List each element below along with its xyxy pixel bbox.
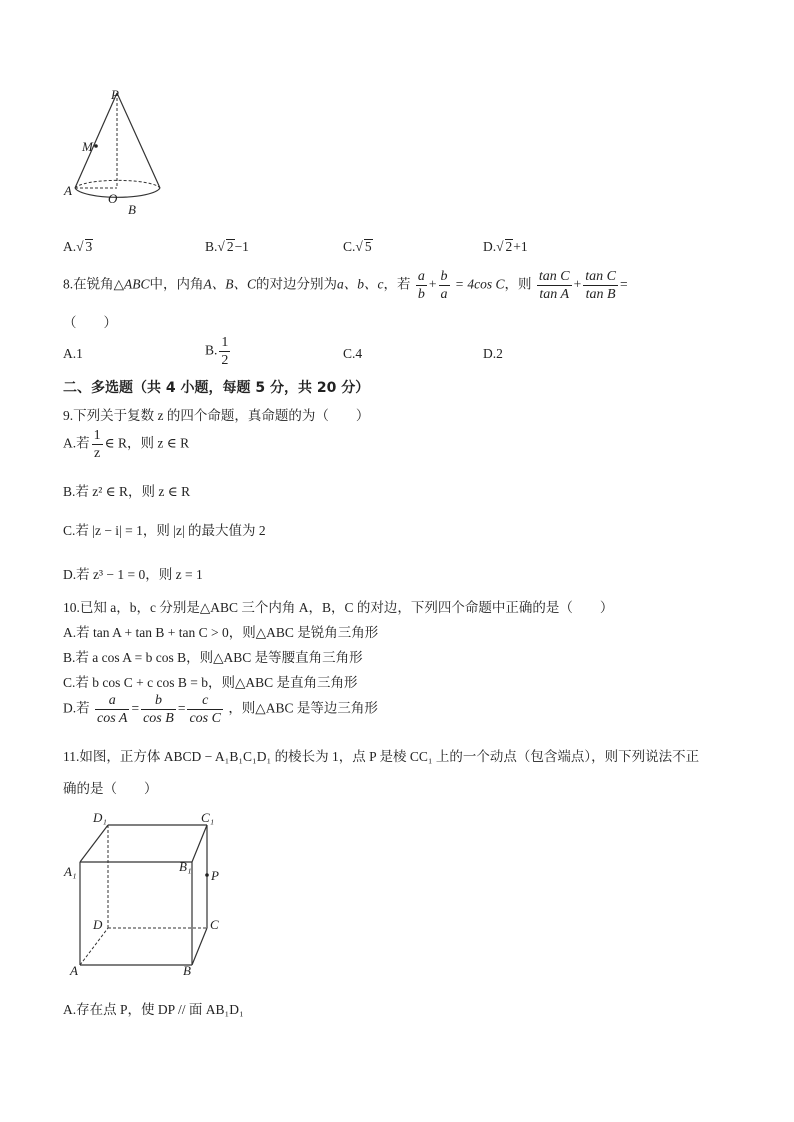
q7-option-c[interactable]: C.√ 5 (343, 239, 372, 254)
cone-label-m: M (82, 139, 93, 154)
q11-option-a[interactable]: A.存在点 P，使 DP // 面 AB₁D₁ (63, 1002, 244, 1017)
q11-stem-cont: 确的是（ ） (63, 781, 158, 796)
q9-option-d[interactable]: D.若 z³ − 1 = 0，则 z = 1 (63, 567, 203, 582)
q9-option-b[interactable]: B.若 z² ∈ R，则 z ∈ R (63, 484, 191, 499)
cone-label-a: A (64, 183, 72, 198)
cube-label-b1: B₁ (179, 859, 192, 874)
cube-label-c: C (210, 917, 219, 932)
cone-figure (60, 85, 180, 220)
q10-option-a[interactable]: A.若 tan A + tan B + tan C > 0，则△ABC 是锐角三角形 (63, 625, 379, 640)
cone-label-p: P (111, 87, 119, 102)
cube-label-b: B (183, 963, 191, 978)
q10-stem: 10.已知 a，b，c 分别是△ABC 三个内角 A，B，C 的对边，下列四个命题中正确的是（ ） (63, 600, 614, 615)
q10-option-c[interactable]: C.若 b cos C + c cos B = b，则△ABC 是直角三角形 (63, 675, 358, 690)
q7-option-d[interactable]: D.√ 2+1 (483, 239, 528, 254)
q9-option-a[interactable]: A.若 $\frac{1}{z}$ ∈ R，则 z ∈ R (63, 428, 190, 461)
q8-option-b[interactable]: B. $\frac{1}{2}$ (205, 335, 229, 368)
q8-paren: （ ） (63, 315, 117, 330)
q8-option-c[interactable]: C.4 (343, 346, 363, 361)
cone-label-o: O (108, 191, 118, 206)
cube-label-a1: A₁ (64, 864, 77, 879)
q7-option-a[interactable]: A.√ 3 (63, 239, 93, 254)
cone-label-b: B (128, 202, 136, 217)
section-title: 二、多选题（共 4 小题，每题 5 分，共 20 分） (63, 380, 370, 396)
q8-stem: 8.在锐角△ABC中，内角A、B、C的对边分别为a、b、c，若 $\frac{a}{b}$ + $\frac{b}{a}$ = 4cos C，则 $\frac{\text{tan C}}{\text{tan A}}$ + $\frac{\text{tan C}}{\text{tan B}}$ = (63, 269, 628, 302)
cube-label-d: D (93, 917, 103, 932)
q9-stem: 9.下列关于复数 z 的四个命题，真命题的为（ ） (63, 408, 370, 423)
cube-label-p: P (211, 868, 219, 883)
cube-figure (60, 805, 235, 980)
q8-option-a[interactable]: A.1 (63, 346, 83, 361)
cube-label-c1: C₁ (201, 810, 215, 825)
q7-option-b[interactable]: B.√ 2−1 (205, 239, 249, 254)
q10-option-b[interactable]: B.若 a cos A = b cos B，则△ABC 是等腰直角三角形 (63, 650, 363, 665)
cube-label-d1: D₁ (93, 810, 107, 825)
q9-option-c[interactable]: C.若 |z − i| = 1，则 |z| 的最大值为 2 (63, 523, 266, 538)
q10-option-d[interactable]: D.若 $\frac{a}{\text{cos A}}$ = $\frac{b}{\text{cos B}}$ = $\frac{c}{\text{cos C}}$ ，则△ABC 是等边三角形 (63, 693, 378, 726)
q8-option-d[interactable]: D.2 (483, 346, 503, 361)
cube-label-a: A (70, 963, 78, 978)
q11-stem: 11.如图，正方体 ABCD − A₁B₁C₁D₁ 的棱长为 1，点 P 是棱 CC₁ 上的一个动点（包含端点），则下列说法不正 (63, 749, 700, 764)
